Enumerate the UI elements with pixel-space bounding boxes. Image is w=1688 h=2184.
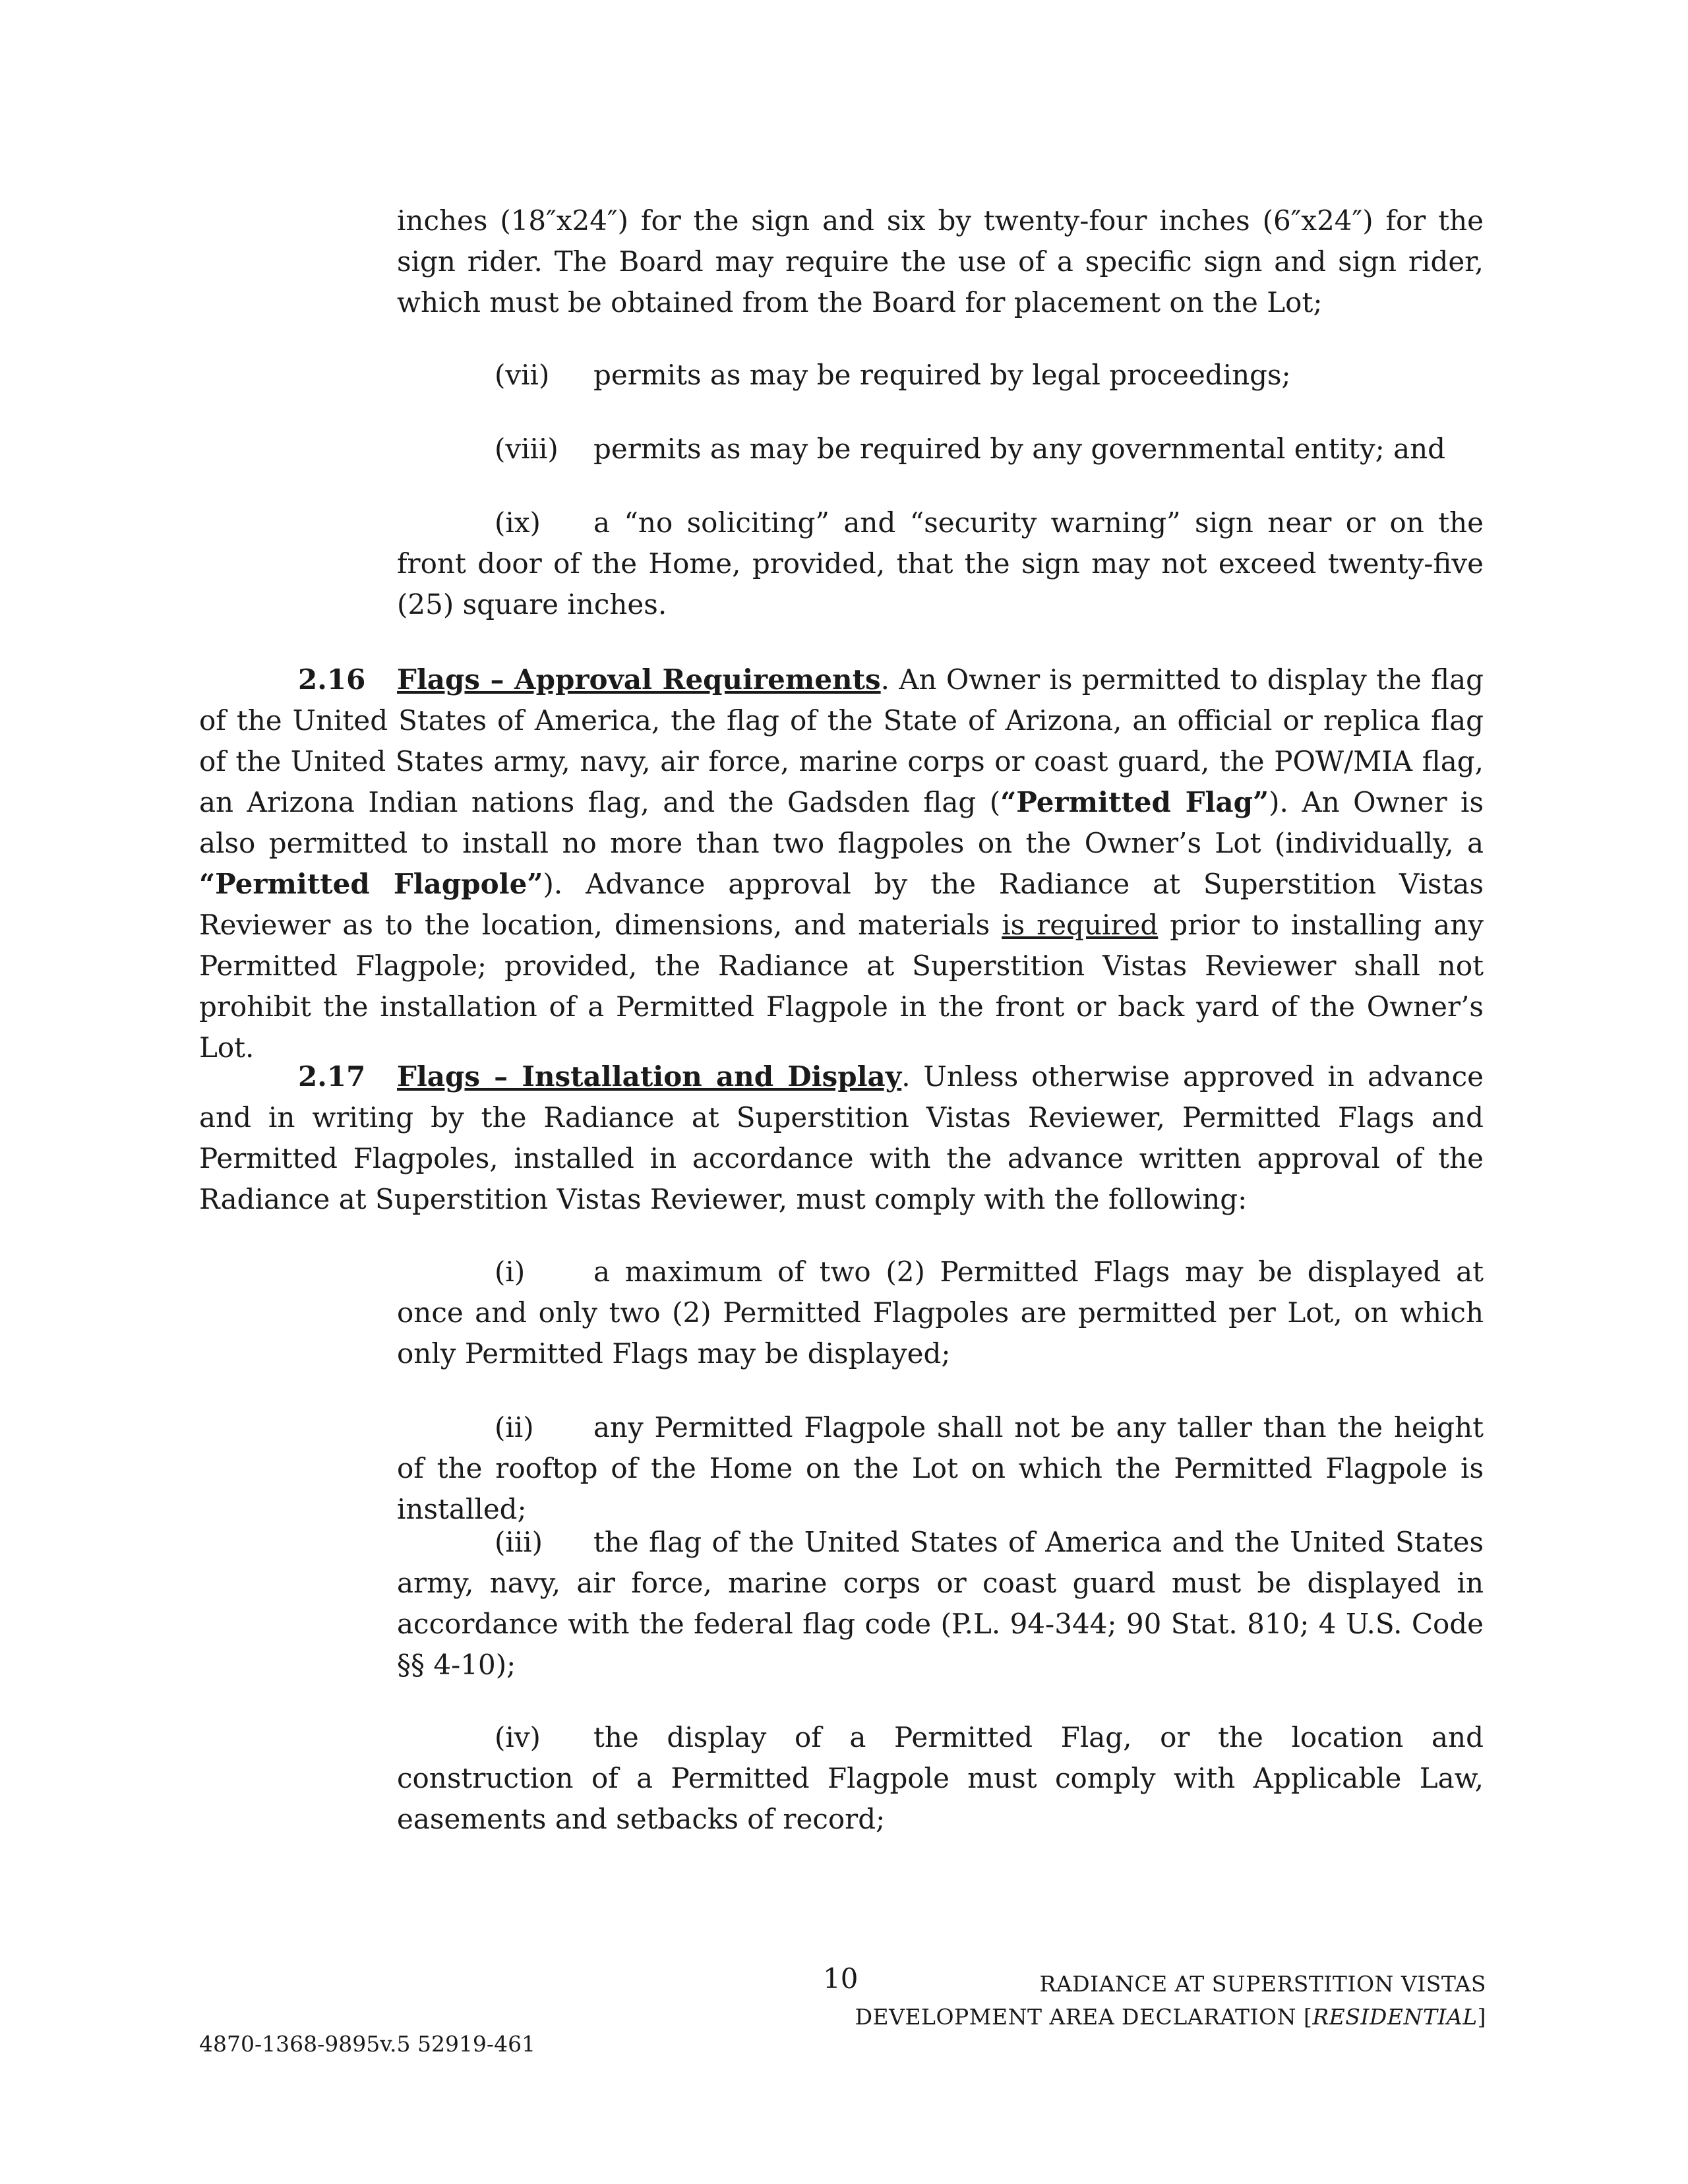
- list-item-number: (iii): [495, 1526, 543, 1558]
- list-item: [495, 355, 1291, 396]
- section-number: 2.16: [298, 663, 366, 696]
- continuation-paragraph: [397, 200, 1484, 323]
- section-text: . Unless otherwise approved in advance and in writing by the Radiance at Superstition Vistas Reviewer, Permitted Flags and Permitted Flagpoles, installed in accordance with the advance written approval of the Radiance at Superstition Vistas Reviewer, must comply with the following:: [199, 1060, 1484, 1215]
- section-2-16: [199, 659, 1484, 1068]
- document-id: 4870-1368-9895v.5 52919-461: [199, 2031, 536, 2057]
- page-number: 10: [823, 1962, 859, 1995]
- section-2-17: [199, 1056, 1484, 1220]
- list-item: [495, 429, 1445, 470]
- list-item-text: a maximum of two (2) Permitted Flags may be displayed at once and only two (2) Permitted Flagpoles are permitted per Lot, on which only Permitted Flags may be displayed;: [397, 1256, 1484, 1370]
- list-item-number: (ii): [495, 1411, 534, 1443]
- footer-title-line-2: [855, 2001, 1486, 2034]
- section-heading: Flags – Installation and Display: [397, 1060, 902, 1093]
- continuation-text: inches (18″x24″) for the sign and six by twenty-four inches (6″x24″) for the sign rider. The Board may require the use of a specific sign and sign rider, which must be obtained from the Board for placement on the Lot;: [397, 204, 1484, 318]
- list-item-text: permits as may be required by any governmental entity; and: [593, 433, 1446, 465]
- section-text: ). An Owner is also permitted to install no more than two flagpoles on the Owner’s Lot (individually, a: [199, 786, 1484, 859]
- list-item-text: the flag of the United States of America and the United States army, navy, air force, marine corps or coast guard must be displayed in accordance with the federal flag code (P.L. 94-344; 90 Stat. 810; 4 U.S. Code §§ 4-10);: [397, 1526, 1484, 1681]
- section-text: ). Advance approval by the Radiance at Superstition Vistas Reviewer as to the location, dimensions, and materials: [199, 868, 1484, 941]
- list-item: [397, 1252, 1484, 1374]
- footer-title: [855, 1968, 1486, 2034]
- underlined-text: is required: [1002, 909, 1159, 941]
- footer-title-italic: RESIDENTIAL: [1312, 2004, 1478, 2030]
- section-text: prior to installing any Permitted Flagpole; provided, the Radiance at Superstition Vistas Reviewer shall not prohibit the installation of a Permitted Flagpole in the front or back yard of the Owner’s Lot.: [199, 909, 1484, 1064]
- list-item-text: any Permitted Flagpole shall not be any taller than the height of the rooftop of the Home on the Lot on which the Permitted Flagpole is installed;: [397, 1411, 1484, 1525]
- list-item-number: (vii): [495, 359, 550, 391]
- footer-title-line-1: RADIANCE AT SUPERSTITION VISTAS: [1039, 1971, 1486, 1997]
- defined-term: “Permitted Flagpole”: [199, 868, 543, 900]
- list-item-number: (ix): [495, 506, 541, 539]
- section-heading: Flags – Approval Requirements: [397, 663, 881, 696]
- list-item-number: (iv): [495, 1721, 541, 1753]
- list-item-text: the display of a Permitted Flag, or the location and construction of a Permitted Flagpole must comply with Applicable Law, easements and setbacks of record;: [397, 1721, 1484, 1835]
- defined-term: “Permitted Flag”: [1000, 786, 1269, 818]
- footer-title-text: DEVELOPMENT AREA DECLARATION [: [855, 2004, 1313, 2030]
- footer-title-close: ]: [1477, 2004, 1486, 2030]
- list-item-text: permits as may be required by legal proceedings;: [593, 359, 1291, 391]
- list-item-number: (viii): [495, 433, 558, 465]
- list-item-text: a “no soliciting” and “security warning” sign near or on the front door of the Home, provided, that the sign may not exceed twenty-five (25) square inches.: [397, 506, 1484, 621]
- section-text: . An Owner is permitted to display the flag of the United States of America, the flag of the State of Arizona, an official or replica flag of the United States army, navy, air force, marine corps or coast guard, the POW/MIA flag, an Arizona Indian nations flag, and the Gadsden flag (: [199, 663, 1484, 818]
- list-item: [397, 1407, 1484, 1530]
- list-item-number: (i): [495, 1256, 526, 1288]
- list-item: [397, 1717, 1484, 1840]
- section-number: 2.17: [298, 1060, 366, 1093]
- list-item: [397, 1522, 1484, 1685]
- list-item: [397, 502, 1484, 625]
